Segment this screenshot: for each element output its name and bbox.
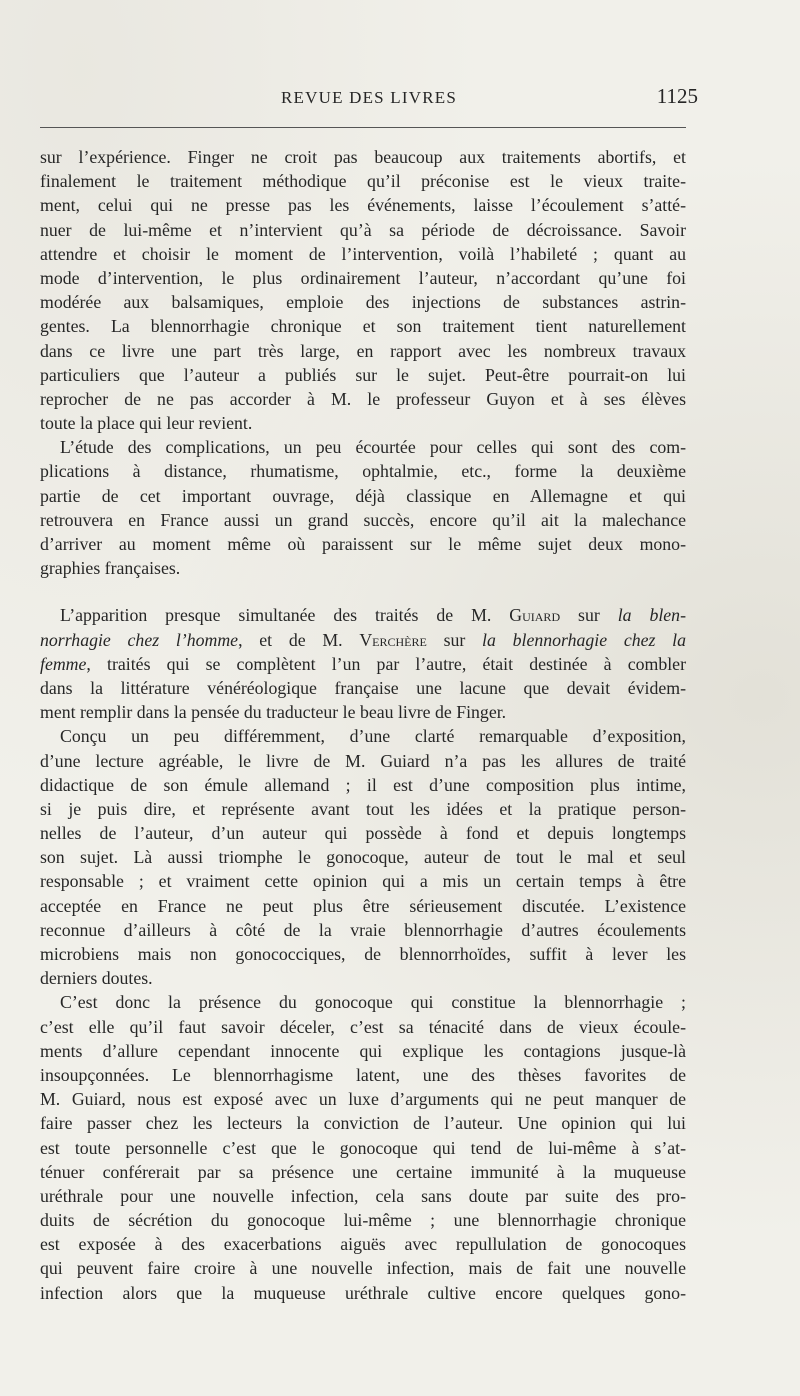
body-text: [40, 145, 686, 1305]
text-line: infection alors que la muqueuse uréthrale cultive encore quelques gono-: [40, 1282, 686, 1303]
author-name: Guiard: [509, 605, 561, 626]
text-line: partie de cet important ouvrage, déjà classique en Allemagne et qui: [40, 485, 686, 506]
text-line: d’une lecture agréable, le livre de M. Guiard n’a pas les allures de traité: [40, 750, 686, 771]
text-line: graphies françaises.: [40, 558, 181, 579]
text-line: son sujet. Là aussi triomphe le gonocoque, auteur de tout le mal et seul: [40, 847, 686, 868]
text-line: ment, celui qui ne presse pas les événements, laisse l’écoulement s’atté-: [40, 195, 686, 216]
running-title: REVUE DES LIVRES: [281, 88, 457, 107]
text-line: particuliers que l’auteur a publiés sur le sujet. Peut-être pourrait-on lui: [40, 364, 686, 385]
text-line: [40, 652, 686, 676]
text-line: uréthrale pour une nouvelle infection, cela sans doute par suite des pro-: [40, 1185, 686, 1206]
text-run: , traités qui se complètent l’un par l’autre, était destinée à combler: [86, 653, 686, 674]
text-line: microbiens mais non gonococciques, de blennorrhoïdes, suffit à lever les: [40, 944, 686, 964]
running-head: [40, 84, 698, 116]
paragraph-2: [40, 435, 686, 580]
paragraph-4: [40, 724, 686, 990]
text-run: sur: [560, 605, 618, 626]
book-title: la blennorhagie chez la: [482, 629, 686, 650]
text-line: reconnue d’ailleurs à côté de la vraie blennorrhagie d’autres écoulements: [40, 919, 686, 940]
text-line: qui peuvent faire croire à une nouvelle infection, mais de fait une nouvelle: [40, 1258, 686, 1279]
paragraph-5: [40, 990, 686, 1304]
text-line: d’arriver au moment même où paraissent sur le même sujet deux mono-: [40, 534, 686, 554]
author-name: Verchère: [359, 629, 427, 650]
text-line: est toute personnelle c’est que le gonocoque qui tend de lui-même à s’at-: [40, 1137, 686, 1158]
text-line: reprocher de ne pas accorder à M. le professeur Guyon et à ses élèves: [40, 388, 686, 409]
text-line: retrouvera en France aussi un grand succès, encore qu’il ait la malechance: [40, 509, 686, 530]
paragraph-3: [40, 603, 686, 724]
text-run: L’apparition presque simultanée des traités de M.: [60, 605, 510, 626]
text-line: duits de sécrétion du gonocoque lui-même ; une blennorrhagie chronique: [40, 1210, 686, 1231]
text-line: [40, 603, 686, 627]
text-line: insoupçonnées. Le blennorrhagisme latent, une des thèses favorites de: [40, 1064, 686, 1085]
header-rule: [40, 127, 686, 128]
text-line: acceptée en France ne peut plus être sérieusement discutée. L’existence: [40, 895, 686, 916]
text-line: est exposée à des exacerbations aiguës avec repullulation de gonocoques: [40, 1234, 686, 1255]
text-line: derniers doutes.: [40, 968, 153, 989]
text-run: sur: [426, 629, 483, 650]
text-line: dans ce livre une part très large, en rapport avec les nombreux travaux: [40, 340, 686, 361]
text-line: sur l’expérience. Finger ne croit pas beaucoup aux traitements abortifs, et: [40, 147, 686, 167]
text-line: nelles de l’auteur, d’un auteur qui possède à fond et depuis longtemps: [40, 823, 686, 844]
paragraph-1: [40, 145, 686, 435]
text-line: dans la littérature vénéréologique française une lacune que devait évidem-: [40, 677, 686, 698]
text-line: didactique de son émule allemand ; il est d’une composition plus intime,: [40, 774, 686, 795]
text-line: ments d’allure cependant innocente qui explique les contagions jusque-là: [40, 1040, 686, 1061]
text-run: , et de M.: [238, 629, 360, 650]
text-line: modérée aux balsamiques, emploie des injections de substances astrin-: [40, 292, 686, 313]
text-line: attendre et choisir le moment de l’intervention, voilà l’habileté ; quant au: [40, 243, 686, 264]
text-line: toute la place qui leur revient.: [40, 413, 253, 434]
text-line: [40, 628, 686, 652]
text-line: responsable ; et vraiment cette opinion qui a mis un certain temps à être: [40, 871, 686, 892]
text-line: finalement le traitement méthodique qu’il préconise est le vieux traite-: [40, 171, 686, 192]
text-line: ténuer conférerait par sa présence une certaine immunité à la muqueuse: [40, 1161, 686, 1182]
text-line: L’étude des complications, un peu écourtée pour celles qui sont des com-: [60, 437, 686, 458]
text-line: nuer de lui-même et n’intervient qu’à sa période de décroissance. Savoir: [40, 219, 686, 240]
book-title: norrhagie chez l’homme: [40, 629, 239, 650]
text-line: Conçu un peu différemment, d’une clarté remarquable d’exposition,: [60, 726, 686, 747]
book-title: la blen-: [617, 605, 686, 626]
book-title: femme: [40, 653, 87, 674]
text-line: C’est donc la présence du gonocoque qui constitue la blennorrhagie ;: [60, 992, 686, 1013]
text-line: plications à distance, rhumatisme, ophtalmie, etc., forme la deuxième: [40, 461, 686, 482]
text-line: mode d’intervention, le plus ordinairement l’auteur, n’accordant qu’une foi: [40, 267, 686, 288]
page-number: 1125: [656, 84, 698, 108]
text-line: ment remplir dans la pensée du traducteur le beau livre de Finger.: [40, 702, 507, 723]
text-line: gentes. La blennorrhagie chronique et son traitement tient naturellement: [40, 316, 686, 337]
text-line: M. Guiard, nous est exposé avec un luxe d’arguments qui ne peut manquer de: [40, 1089, 686, 1110]
section-gap: [40, 580, 686, 603]
text-line: faire passer chez les lecteurs la conviction de l’auteur. Une opinion qui lui: [40, 1113, 686, 1134]
text-line: si je puis dire, et représente avant tout les idées et la pratique person-: [40, 798, 686, 819]
text-line: c’est elle qu’il faut savoir déceler, c’est sa ténacité dans de vieux écoule-: [40, 1016, 686, 1037]
